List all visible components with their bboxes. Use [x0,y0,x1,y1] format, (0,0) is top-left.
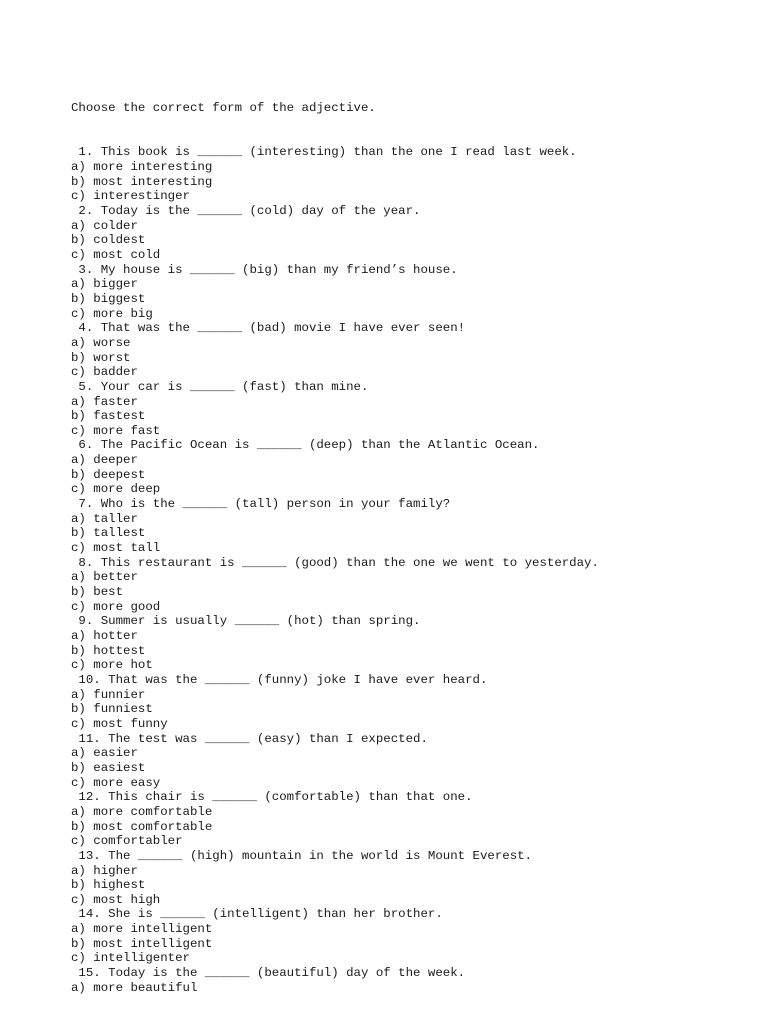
question-stem: 14. She is ______ (intelligent) than her brother. [71,907,443,922]
answer-option: b) tallest [71,526,146,541]
question-stem: 13. The ______ (high) mountain in the world is Mount Everest. [71,848,533,863]
worksheet [71,72,599,1010]
answer-option: b) easiest [71,760,146,775]
answer-option: b) deepest [71,467,146,482]
question-stem: 5. Your car is ______ (fast) than mine. [71,379,369,394]
question-stem: 1. This book is ______ (interesting) than the one I read last week. [71,145,577,160]
question-stem: 8. This restaurant is ______ (good) than the one we went to yesterday. [71,555,599,570]
answer-option: b) biggest [71,291,146,306]
question-stem: 15. Today is the ______ (beautiful) day of the week. [71,966,466,981]
question-stem: 6. The Pacific Ocean is ______ (deep) than the Atlantic Ocean. [71,438,540,453]
answer-option: a) deeper [71,453,138,468]
answer-option: c) most funny [71,716,168,731]
answer-option: a) more interesting [71,160,213,174]
answer-option: b) funniest [71,702,153,717]
question-stem: 3. My house is ______ (big) than my friend’s house. [71,262,458,277]
answer-option: a) more intelligent [71,922,213,937]
question-stem: 10. That was the ______ (funny) joke I have ever heard. [71,672,488,687]
answer-option: c) intelligenter [71,951,190,966]
answer-option: a) higher [71,863,138,878]
answer-option: b) hottest [71,643,146,658]
answer-option: b) fastest [71,409,146,424]
instruction-text: Choose the correct form of the adjective. [71,101,376,116]
answer-option: c) interestinger [71,189,190,204]
answer-option: a) hotter [71,629,138,643]
question-list [71,145,599,995]
answer-option: c) more easy [71,775,161,790]
question-stem: 9. Summer is usually ______ (hot) than spring. [71,614,421,629]
answer-option: c) comfortabler [71,834,183,849]
answer-option: c) more good [71,599,161,614]
answer-option: a) bigger [71,277,138,292]
answer-option: b) most interesting [71,174,213,189]
answer-option: c) most high [71,892,161,907]
answer-option: c) most tall [71,541,161,556]
question-stem: 11. The test was ______ (easy) than I expected. [71,731,428,746]
answer-option: a) easier [71,746,138,761]
question-stem: 7. Who is the ______ (tall) person in your family? [71,497,451,512]
question-stem: 4. That was the ______ (bad) movie I have ever seen! [71,321,466,336]
answer-option: a) better [71,570,138,585]
answer-option: a) more comfortable [71,804,213,819]
answer-option: c) badder [71,365,138,380]
answer-option: b) coldest [71,233,146,248]
answer-option: c) more big [71,306,153,321]
answer-option: c) more fast [71,423,161,438]
answer-option: a) more beautiful [71,980,198,995]
answer-option: c) most cold [71,247,161,262]
answer-option: b) most comfortable [71,819,213,834]
answer-option: c) more hot [71,658,153,673]
answer-option: c) more deep [71,482,161,497]
answer-option: a) taller [71,511,138,526]
question-stem: 2. Today is the ______ (cold) day of the year. [71,203,421,218]
answer-option: a) worse [71,335,131,350]
answer-option: b) highest [71,878,146,893]
answer-option: a) colder [71,218,138,233]
answer-option: b) worst [71,350,131,365]
answer-option: a) faster [71,394,138,409]
answer-option: b) most intelligent [71,936,213,951]
answer-option: a) funnier [71,687,146,702]
question-stem: 12. This chair is ______ (comfortable) than that one. [71,790,473,805]
answer-option: b) best [71,585,124,600]
